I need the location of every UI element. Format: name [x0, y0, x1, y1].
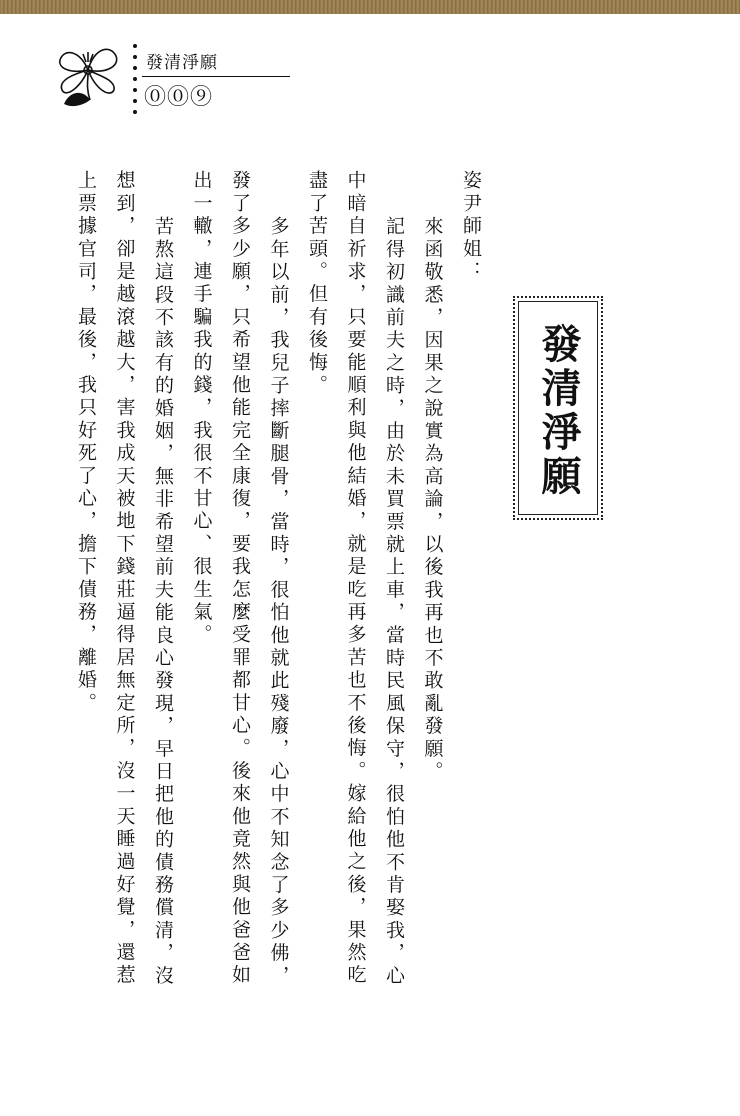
- text-column: 出一轍，連手騙我的錢，我很不甘心、很生氣。: [190, 170, 213, 647]
- page-header: [50, 40, 270, 110]
- text-column: 發了多少願，只希望他能完全康復，要我怎麼受罪都甘心。後來他竟然與他爸爸如: [229, 170, 251, 988]
- text-column: 上票據官司，最後，我只好死了心，擔下債務，離婚。: [75, 170, 97, 715]
- text-column: 盡了苦頭。但有後悔。: [306, 170, 328, 397]
- header-divider: [142, 76, 290, 77]
- article-title: 發清淨願: [535, 323, 582, 499]
- text-column-salutation: 姿尹師姐：: [460, 170, 482, 284]
- text-column: 記得初識前夫之時，由於未買票就上車，當時民風保守，很怕他不肯娶我，心: [383, 216, 405, 988]
- article-title-box: [513, 296, 603, 520]
- header-dots: [132, 44, 138, 114]
- page-number: ⓪⓪⑨: [144, 85, 214, 110]
- text-column: 多年以前，我兒子摔斷腿骨，當時，很怕他就此殘廢，心中不知念了多少佛，: [267, 216, 290, 988]
- text-column: 想到，卻是越滾越大，害我成天被地下錢莊逼得居無定所，沒一天睡過好覺，還惹: [113, 170, 136, 988]
- text-column: 來函敬悉，因果之說實為高論，以後我再也不敢亂發願。: [421, 216, 444, 784]
- running-title: 發清淨願: [146, 53, 218, 73]
- top-decorative-band: [0, 0, 740, 14]
- text-column: 中暗自祈求，只要能順利與他結婚，就是吃再多苦也不後悔。嫁給他之後，果然吃: [344, 170, 367, 988]
- text-column: 苦熬這段不該有的婚姻，無非希望前夫能良心發現，早日把他的債務償清，沒: [152, 216, 174, 988]
- flower-icon: [50, 40, 128, 108]
- article-body: [50, 170, 490, 1070]
